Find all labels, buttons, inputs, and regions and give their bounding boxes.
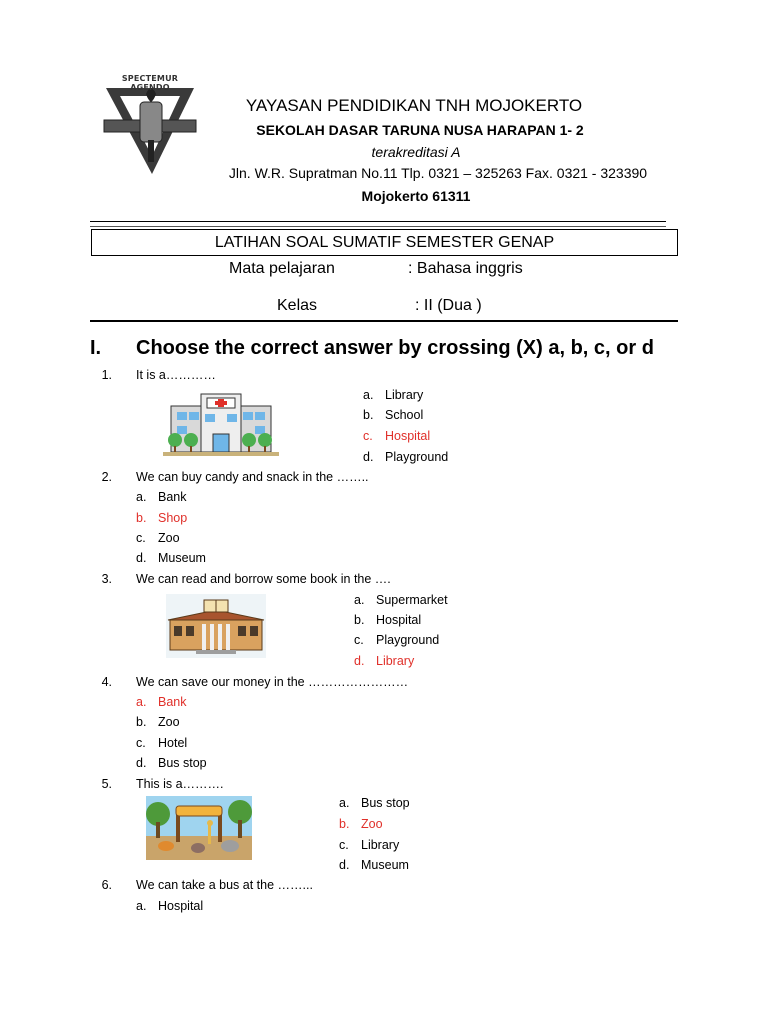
option-text: Shop (158, 511, 188, 525)
option-letter: b. (136, 511, 147, 525)
option-text: Library (376, 654, 415, 668)
foundation-name: YAYASAN PENDIDIKAN TNH MOJOKERTO (245, 96, 583, 115)
option-text: Playground (385, 450, 449, 464)
option-4d[interactable] (136, 756, 207, 770)
option-letter: d. (136, 756, 147, 770)
option-text: Zoo (361, 817, 383, 831)
option-5a[interactable] (339, 796, 410, 810)
option-letter: b. (354, 613, 365, 627)
option-3a[interactable] (354, 593, 448, 607)
question-number: 2. (101, 470, 112, 484)
question-text: This is a………. (136, 777, 224, 791)
logo-motto: SPECTEMUR AGENDO (121, 74, 179, 92)
option-letter: a. (136, 695, 147, 709)
option-3b[interactable] (354, 613, 421, 627)
option-text: Hotel (158, 736, 188, 750)
option-text: Supermarket (376, 593, 448, 607)
option-1b[interactable] (363, 408, 423, 422)
option-text: Playground (376, 633, 440, 647)
header-separator (90, 221, 666, 222)
school-address: Jln. W.R. Supratman No.11 Tlp. 0321 – 325263 Fax. 0321 - 323390 (228, 165, 648, 181)
exam-title-box (91, 229, 678, 256)
option-text: Library (385, 388, 424, 402)
option-letter: a. (136, 490, 147, 504)
question-number: 6. (101, 878, 112, 892)
option-text: Zoo (158, 531, 180, 545)
option-text: Hospital (385, 429, 431, 443)
option-text: Bus stop (158, 756, 207, 770)
subject-value: : Bahasa inggris (408, 260, 523, 277)
school-city: Mojokerto 61311 (361, 188, 471, 204)
option-1c[interactable] (363, 429, 430, 443)
question-text: We can read and borrow some book in the …. (136, 572, 391, 586)
question-number: 3. (101, 572, 112, 586)
option-3d[interactable] (354, 654, 414, 668)
option-text: Museum (158, 551, 206, 565)
option-letter: b. (339, 817, 350, 831)
option-2b[interactable] (136, 511, 187, 525)
option-1d[interactable] (363, 450, 448, 464)
option-1a[interactable] (363, 388, 423, 402)
option-6a[interactable] (136, 899, 203, 913)
header-separator-2 (90, 226, 666, 227)
option-text: Hospital (158, 899, 204, 913)
class-value: : II (Dua ) (415, 297, 482, 314)
option-letter: d. (136, 551, 147, 565)
meta-divider (90, 320, 678, 322)
option-letter: b. (363, 408, 374, 422)
option-2c[interactable] (136, 531, 180, 545)
question-text: We can take a bus at the ……... (136, 878, 313, 892)
question-text: It is a………… (136, 368, 216, 382)
option-letter: c. (363, 429, 373, 443)
option-2a[interactable] (136, 490, 187, 504)
accreditation: terakreditasi A (371, 144, 461, 160)
option-4a[interactable] (136, 695, 187, 709)
question-number: 5. (101, 777, 112, 791)
option-text: Bus stop (361, 796, 410, 810)
class-label: Kelas (277, 297, 318, 314)
option-letter: a. (354, 593, 365, 607)
option-5d[interactable] (339, 858, 409, 872)
option-4b[interactable] (136, 715, 180, 729)
option-text: Zoo (158, 715, 180, 729)
option-letter: c. (354, 633, 364, 647)
option-letter: d. (339, 858, 350, 872)
option-text: Bank (158, 490, 187, 504)
option-5c[interactable] (339, 838, 399, 852)
option-text: Bank (158, 695, 187, 709)
question-text: We can save our money in the …………………… (136, 675, 409, 689)
library-icon (166, 594, 266, 658)
option-letter: d. (354, 654, 365, 668)
school-name: SEKOLAH DASAR TARUNA NUSA HARAPAN 1- 2 (256, 122, 584, 138)
option-letter: c. (339, 838, 349, 852)
section-title: Choose the correct answer by crossing (X) a, b, c, or d (136, 337, 654, 359)
option-letter: d. (363, 450, 374, 464)
option-text: School (385, 408, 424, 422)
option-2d[interactable] (136, 551, 206, 565)
option-letter: a. (363, 388, 374, 402)
option-text: Hospital (376, 613, 422, 627)
option-letter: a. (136, 899, 147, 913)
option-letter: c. (136, 531, 146, 545)
option-letter: a. (339, 796, 350, 810)
option-letter: b. (136, 715, 147, 729)
option-text: Museum (361, 858, 409, 872)
hospital-icon (163, 392, 279, 458)
subject-label: Mata pelajaran (229, 260, 335, 277)
section-number: I. (90, 337, 102, 359)
option-5b[interactable] (339, 817, 383, 831)
option-letter: c. (136, 736, 146, 750)
question-text: We can buy candy and snack in the …….. (136, 470, 369, 484)
option-4c[interactable] (136, 736, 187, 750)
option-3c[interactable] (354, 633, 439, 647)
question-number: 1. (101, 368, 112, 382)
zoo-icon (146, 796, 252, 860)
option-text: Library (361, 838, 400, 852)
question-number: 4. (101, 675, 112, 689)
exam-title: LATIHAN SOAL SUMATIF SEMESTER GENAP (214, 234, 555, 251)
